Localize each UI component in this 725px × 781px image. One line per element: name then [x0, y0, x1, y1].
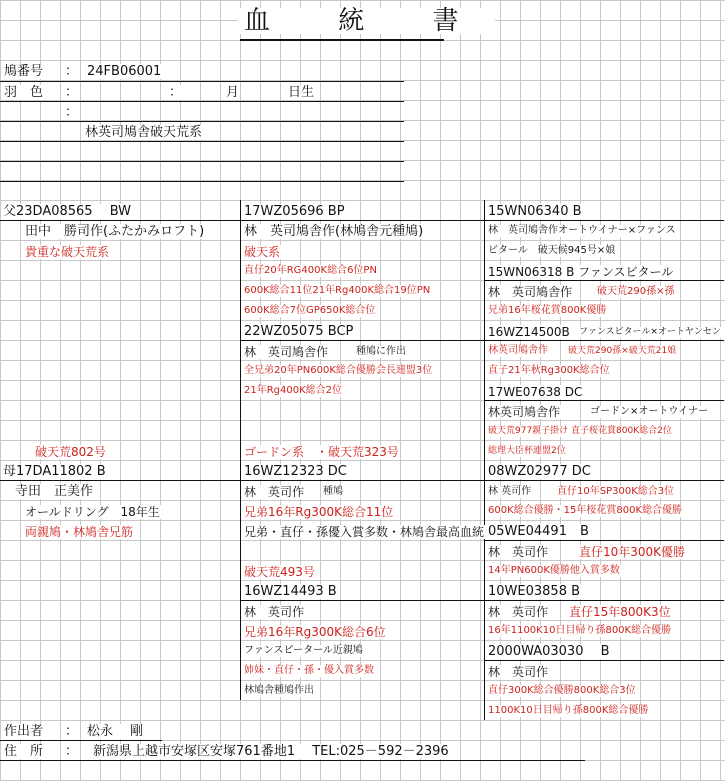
color-separator: ：: [65, 85, 79, 100]
dam-breeder: 寺田 正美作: [15, 484, 94, 499]
sds-ring-note: ファンスビタール×オートヤンセン: [579, 327, 721, 337]
dds-ring: 10WE03858 B: [488, 584, 581, 599]
dam-sire-note: 兄弟16年Rg300K総合11位: [244, 505, 394, 519]
sdd-breeder: 林英司鳩舎作: [488, 405, 561, 419]
pigeon-number-label: 鳩番号: [4, 64, 44, 79]
sdd-note: 破天荒977親子掛け 直子桜花賞800K総合2位: [488, 426, 672, 436]
ssd-ring: 15WN06318 B ファンスビタール: [488, 265, 674, 279]
rule-line: [0, 121, 404, 122]
box-line: [484, 660, 724, 661]
dam-dam-note-above: 破天荒493号: [244, 565, 315, 579]
sire-breeder: 田中 勝司作(ふたかみロフト): [25, 224, 205, 239]
rule-line: [0, 101, 404, 102]
dds-breeder: 林 英司作: [488, 605, 549, 619]
ddd-note: 1100K10日目帰り孫800K総合優勝: [488, 705, 649, 716]
sire-dam-breeder: 林 英司鳩舎作: [244, 345, 329, 359]
sds-note: 直子21年秋Rg300K総合位: [488, 365, 610, 376]
dam-dam-note: 林鳩舎種鳩作出: [244, 685, 314, 696]
strain-note: 林英司鳩舎破天荒系: [85, 125, 203, 140]
dam-sire-ring: 16WZ12323 DC: [244, 464, 347, 479]
author-label: 作出者: [4, 724, 44, 739]
address-label: 住 所: [4, 744, 44, 759]
generation-divider: [240, 200, 241, 700]
sire-dam-ring: 22WZ05075 BCP: [244, 324, 354, 339]
blank-separator: ：: [65, 105, 79, 120]
dam-sire-note: 兄弟・直仔・孫優入賞多数・林鳩舎最高血統: [244, 525, 485, 539]
dam-dam-note: ファンスピータール近親鳩: [244, 645, 363, 656]
box-line: [240, 600, 724, 601]
address-separator: ：: [65, 744, 79, 759]
birth-day-label: 日生: [288, 85, 315, 100]
box-line: [240, 340, 724, 341]
dam-dam-note: 姉妹・直仔・孫・優入賞多数: [244, 665, 374, 676]
dsd-ring: 05WE04491 B: [488, 524, 589, 539]
dam-ring: 母17DA11802 B: [3, 464, 106, 479]
ssd-breeder-note: 破天荒290孫×孫: [597, 286, 675, 297]
dam-note: 両親鳩・林鳩舎兄筋: [25, 525, 134, 539]
sds-breeder-note: 破天荒290孫×破天荒21娘: [568, 346, 677, 356]
sire-dam-note: 全兄弟20年PN600K総合優勝会長連盟3位: [244, 365, 433, 376]
address-value: 新潟県上越市安塚区安塚761番地1 TEL:025－592－2396: [93, 744, 449, 759]
ssd-note: 兄弟16年桜花賞800K優勝: [488, 305, 607, 316]
dds-breeder-note: 直仔15年800K3位: [569, 605, 671, 619]
generation-divider: [484, 200, 485, 720]
rule-line: [0, 181, 404, 182]
box-line: [484, 400, 724, 401]
dam-dam-breeder: 林 英司作: [244, 605, 305, 619]
title-underline: [240, 39, 444, 41]
sire-sire-note: 600K総合11位21年Rg400K総合19位PN: [244, 285, 431, 296]
author-name: 松永 剛: [87, 724, 144, 739]
author-underline: [0, 740, 162, 741]
ddd-note: 直仔300K総合優勝800K総合3位: [488, 685, 636, 696]
sire-sire-breeder: 林 英司鳩舎作(林鳩舎元種鳩): [244, 224, 424, 239]
pigeon-number: 24FB06001: [87, 64, 162, 79]
dss-note: 600K総合優勝・15年桜花賞800K総合優勝: [488, 505, 683, 516]
sire-ring: 父23DA08565 BW: [3, 204, 132, 219]
sire-note: 貴重な破天荒系: [25, 245, 110, 259]
pedigree-top-line: [0, 220, 724, 221]
author-separator: ：: [65, 724, 79, 739]
ssd-breeder: 林 英司鳩舎作: [488, 285, 573, 299]
box-line: [0, 480, 724, 481]
box-line: [484, 280, 724, 281]
sds-ring: 16WZ14500B: [488, 325, 570, 339]
ddd-ring: 2000WA03030 B: [488, 644, 610, 659]
sire-sire-ring: 17WZ05696 BP: [244, 204, 345, 219]
dss-ring: 08WZ02977 DC: [488, 464, 591, 479]
pigeon-number-separator: ：: [65, 64, 79, 79]
sire-sire-note: 直仔20年RG400K総合6位PN: [244, 265, 377, 276]
dam-sire-breeder: 林 英司作: [244, 485, 305, 499]
dam-sire-breeder-note: 種鳩: [323, 486, 343, 497]
dam-dam-ring: 16WZ14493 B: [244, 584, 337, 599]
sss-ring: 15WN06340 B: [488, 204, 582, 219]
sdd-ring: 17WE07638 DC: [488, 385, 583, 399]
rule-line: [0, 161, 404, 162]
sds-breeder: 林英司鳩舎作: [488, 345, 548, 356]
sss-line: 林 英司鳩舎作オートウイナー×ファンス: [488, 225, 676, 236]
dss-breeder: 林 英司作: [488, 486, 532, 497]
dss-breeder-note: 直仔10年SP300K総合3位: [557, 486, 675, 497]
rule-line: [0, 141, 404, 142]
sdd-note: 総理大臣杯連盟2位: [488, 446, 566, 456]
dam-dam-note: 兄弟16年Rg300K総合6位: [244, 625, 386, 639]
sire-dam-breeder-note: 種鳩に作出: [356, 346, 406, 357]
month-label: 月: [226, 85, 240, 100]
sire-sire-note: 600K総合7位GP650K総合位: [244, 305, 376, 316]
dam-note-above: 破天荒802号: [35, 445, 106, 459]
color-label: 羽 色: [4, 85, 44, 100]
dam-note: オールドリング 18年生: [25, 505, 160, 519]
dsd-note: 14年PN600K優勝他入賞多数: [488, 565, 620, 576]
dds-note: 16年1100K10日目帰り孫800K総合優勝: [488, 625, 672, 636]
box-line: [484, 540, 724, 541]
dsd-breeder: 林 英司作: [488, 545, 549, 559]
sss-line: ビタール 破天候945号×娘: [488, 245, 616, 256]
sire-dam-note: 21年Rg400K総合2位: [244, 385, 343, 396]
dsd-breeder-note: 直仔10年300K優勝: [579, 545, 686, 559]
color-separator: ：: [169, 85, 183, 100]
dam-sire-note-above: ゴードン系 ・破天荒323号: [244, 445, 399, 459]
ddd-breeder: 林 英司作: [488, 665, 549, 679]
sire-sire-note: 破天系: [244, 245, 281, 259]
rule-line: [0, 81, 404, 82]
address-underline: [0, 760, 585, 761]
page-title: 血 統 書: [238, 8, 495, 34]
sdd-breeder-note: ゴードン×オートウイナー: [590, 406, 709, 417]
